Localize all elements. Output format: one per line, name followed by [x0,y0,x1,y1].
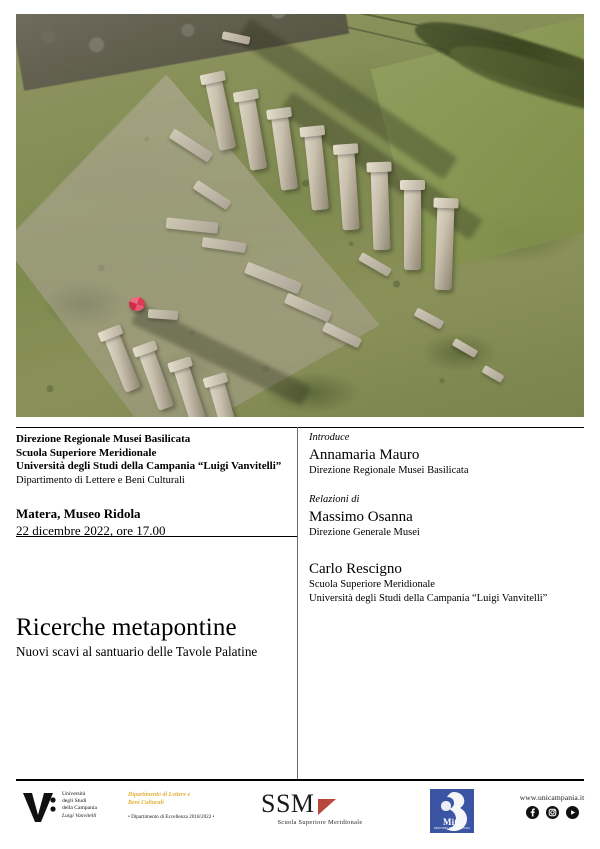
divider-vertical [297,427,298,780]
ssm-logo [261,791,379,826]
vanvitelli-line-1: Università [62,791,86,797]
dipartimento-gold-line-2: Beni Culturali [128,799,164,806]
divider-rule-top [16,427,584,428]
title-block [16,614,294,660]
page-title: Ricerche metapontine [16,614,237,641]
vanvitelli-logo [22,791,97,823]
ssm-full-name: Scuola Superiore Meridionale [277,819,363,826]
speaker-2-name: Carlo Rescigno [309,561,402,577]
speaker-2-affiliation-2: Università degli Studi della Campania “Luigi Vanvitelli” [309,592,548,604]
vanvitelli-logo-text [62,791,97,820]
dipartimento-gold-line-1: Dipartimento di Lettere e [128,792,191,798]
ssm-acronym: SSM [261,789,315,818]
intro-speaker-affiliation: Direzione Regionale Musei Basilicata [309,465,469,476]
mic-acronym: MiC [442,816,462,827]
venue-name: Matera, Museo Ridola [16,505,141,521]
facebook-icon[interactable] [526,806,539,819]
intro-role-label: Introduce [309,432,350,443]
vanvitelli-line-2: degli Studi [62,798,87,805]
footer-logos [16,787,584,839]
talks-role-label: Relazioni di [309,493,360,505]
speaker-1-affiliation-1: Direzione Generale Musei [309,526,420,538]
mic-subtitle: MINISTERO DELLA CULTURA [434,826,470,830]
speaker-1-name: Massimo Osanna [309,508,413,525]
intro-speaker-name: Annamaria Mauro [309,447,420,463]
vanvitelli-v-mark-icon [22,791,56,823]
left-column [16,433,288,539]
page-subtitle: Nuovi scavi al santuario delle Tavole Palatine [16,644,258,659]
social-icons [502,806,600,819]
vanvitelli-line-3: della Campania [62,805,97,812]
website-block [502,793,600,819]
pink-umbrella [129,297,145,311]
youtube-icon[interactable] [566,806,579,819]
dipartimento-gold-logo [128,792,248,807]
speaker-2-affiliation-1: Scuola Superiore Meridionale [309,579,435,590]
aerial-photo-tavole-palatine [16,14,584,417]
right-column [309,431,585,605]
ssm-triangle-icon [318,799,336,815]
divider-rule-bottom [16,779,584,781]
dipartimento-eccellenza-label: • Dipartimento di Eccellenza 2018/2022 • [128,814,215,820]
organizer-line-3: Università degli Studi della Campania “Luigi Vanvitelli” [16,460,282,472]
website-url[interactable]: www.unicampania.it [519,793,585,802]
organizer-line-1: Direzione Regionale Musei Basilicata [16,433,191,445]
doric-colonnade [16,14,584,417]
event-date: 22 dicembre 2022, ore 17.00 [16,522,166,538]
vanvitelli-line-4: Luigi Vanvitelli [62,812,97,819]
mic-logo [430,789,474,833]
instagram-icon[interactable] [546,806,559,819]
department-line: Dipartimento di Lettere e Beni Culturali [16,474,185,486]
organizer-line-2: Scuola Superiore Meridionale [16,446,157,459]
